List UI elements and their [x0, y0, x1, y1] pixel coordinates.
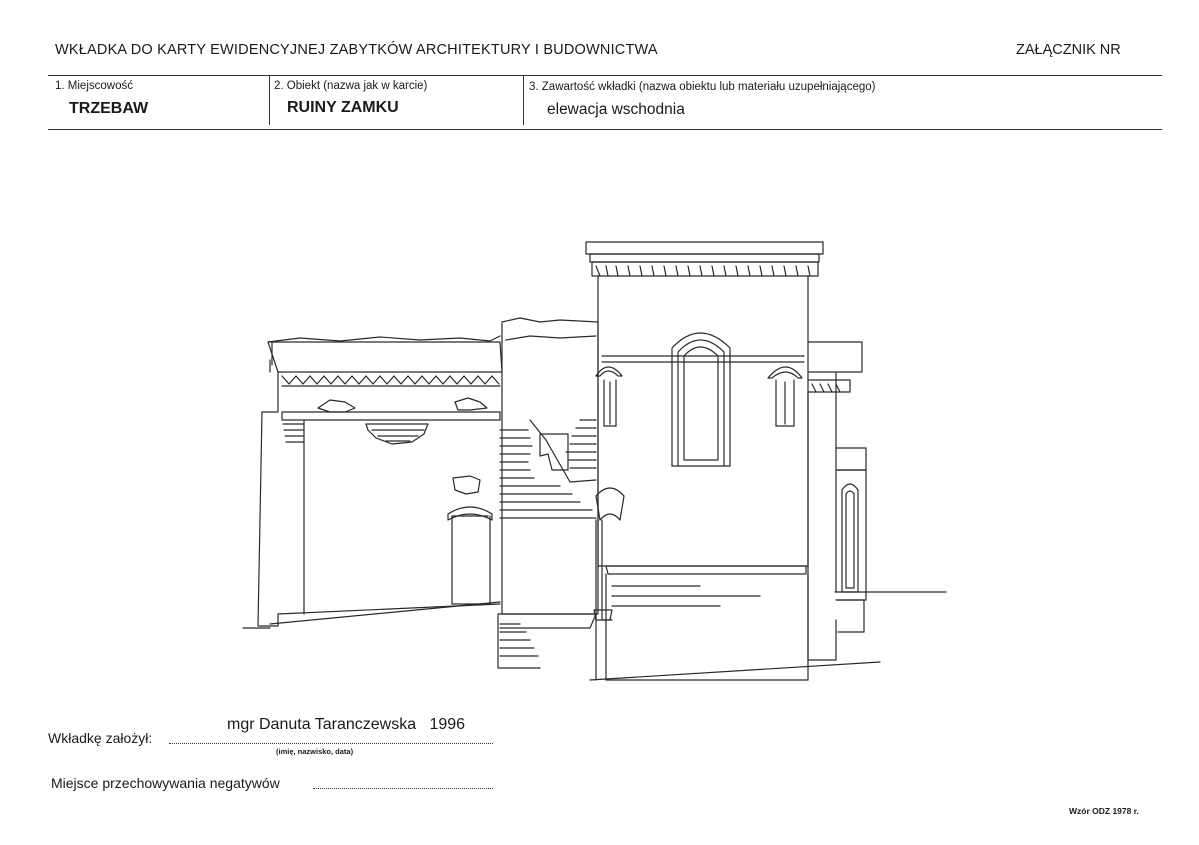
creator-name-value: mgr Danuta Taranczewska 1996: [227, 716, 466, 733]
left-door-arch: [452, 516, 490, 604]
left-wall-outline: [268, 342, 502, 372]
object-field-value: RUINY ZAMKU: [287, 99, 399, 116]
right-wing-window: [842, 484, 858, 592]
form-title: WKŁADKA DO KARTY EWIDENCYJNEJ ZABYTKÓW ARCHITEKTURY I BUDOWNICTWA: [55, 42, 658, 58]
attachment-number-label: ZAŁĄCZNIK NR: [1016, 42, 1121, 58]
content-field-value: elewacja wschodnia: [547, 101, 685, 118]
tower-gothic-window: [672, 333, 730, 466]
central-fragment: [502, 318, 598, 614]
ground-line: [243, 592, 946, 680]
left-frieze: [282, 376, 499, 384]
creator-field-hint: (imię, nazwisko, data): [276, 747, 354, 756]
creator-label: Wkładkę założył:: [48, 730, 153, 746]
creator-dotted-line: [169, 743, 493, 744]
negatives-dotted-line: [313, 788, 493, 789]
tower-lower-block: [606, 574, 808, 680]
object-field-label: 2. Obiekt (nazwa jak w karcie): [274, 80, 428, 92]
template-version: Wzór ODZ 1978 r.: [1069, 806, 1139, 816]
tower-cornice: [586, 242, 823, 254]
content-field-label: 3. Zawartość wkładki (nazwa obiektu lub materiału uzupełniającego): [529, 81, 876, 93]
location-field-label: 1. Miejscowość: [55, 80, 133, 92]
negatives-storage-label: Miejsce przechowywania negatywów: [51, 775, 280, 791]
tower-right-arch-window: [768, 367, 802, 378]
location-field-value: TRZEBAW: [69, 100, 149, 117]
tower-left-arch-window: [596, 367, 622, 376]
